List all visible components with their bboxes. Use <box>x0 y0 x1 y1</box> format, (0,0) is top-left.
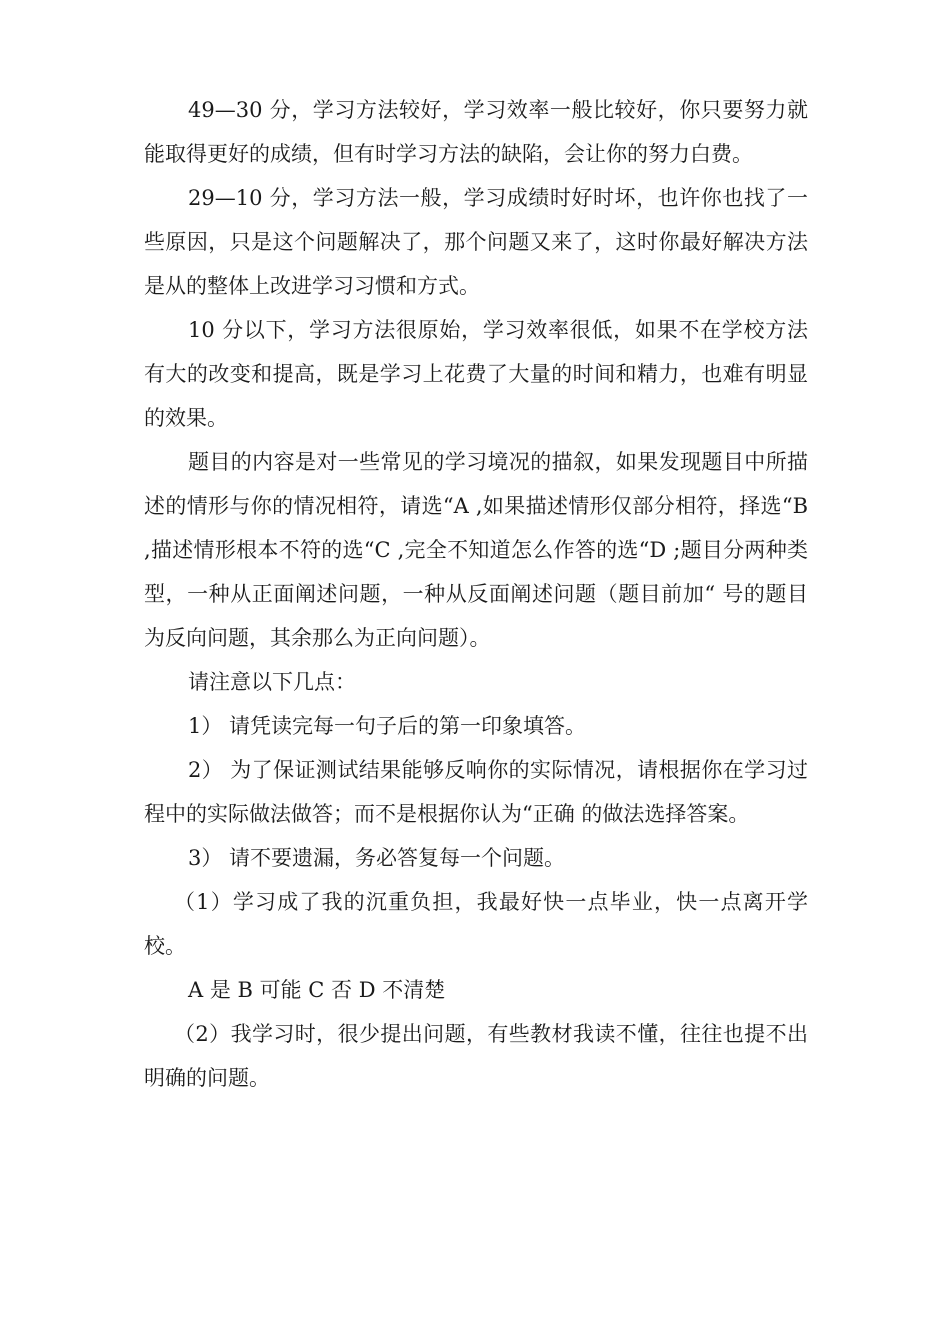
note-item-1: 1） 请凭读完每一句子后的第一印象填答。 <box>188 714 587 738</box>
note-item-3: 3） 请不要遗漏，务必答复每一个问题。 <box>188 846 566 870</box>
question-2: （2）我学习时，很少提出问题，有些教材我读不懂，往往也提不出明确的问题。 <box>144 1022 808 1090</box>
answer-options: A 是 B 可能 C 否 D 不清楚 <box>188 978 446 1002</box>
document-body <box>144 88 808 1100</box>
paragraph-score-49-30: 49—30 分，学习方法较好，学习效率一般比较好，你只要努力就能取得更好的成绩，但有时学习方法的缺陷，会让你的努力白费。 <box>144 98 808 166</box>
note-item-2: 2） 为了保证测试结果能够反响你的实际情况，请根据你在学习过程中的实际做法做答；而不是根据你认为“正确 的做法选择答案。 <box>144 758 808 826</box>
paragraph-instructions: 题目的内容是对一些常见的学习境况的描叙，如果发现题目中所描述的情形与你的情况相符，请选“A ,如果描述情形仅部分相符，择选“B ,描述情形根本不符的选“C ,完全不知道怎么作答的选“D ;题目分两种类型，一种从正面阐述问题，一种从反面阐述问题（题目前加“ 号的题目为反向问题，其余那么为正向问题）。 <box>144 450 808 650</box>
paragraph-notes-heading: 请注意以下几点： <box>188 670 356 694</box>
question-1: （1）学习成了我的沉重负担，我最好快一点毕业，快一点离开学校。 <box>144 890 808 958</box>
paragraph-score-29-10: 29—10 分，学习方法一般，学习成绩时好时坏，也许你也找了一些原因，只是这个问题解决了，那个问题又来了，这时你最好解决方法是从的整体上改进学习习惯和方式。 <box>144 186 808 298</box>
paragraph-score-below-10: 10 分以下，学习方法很原始，学习效率很低，如果不在学校方法有大的改变和提高，既是学习上花费了大量的时间和精力，也难有明显的效果。 <box>144 318 808 430</box>
